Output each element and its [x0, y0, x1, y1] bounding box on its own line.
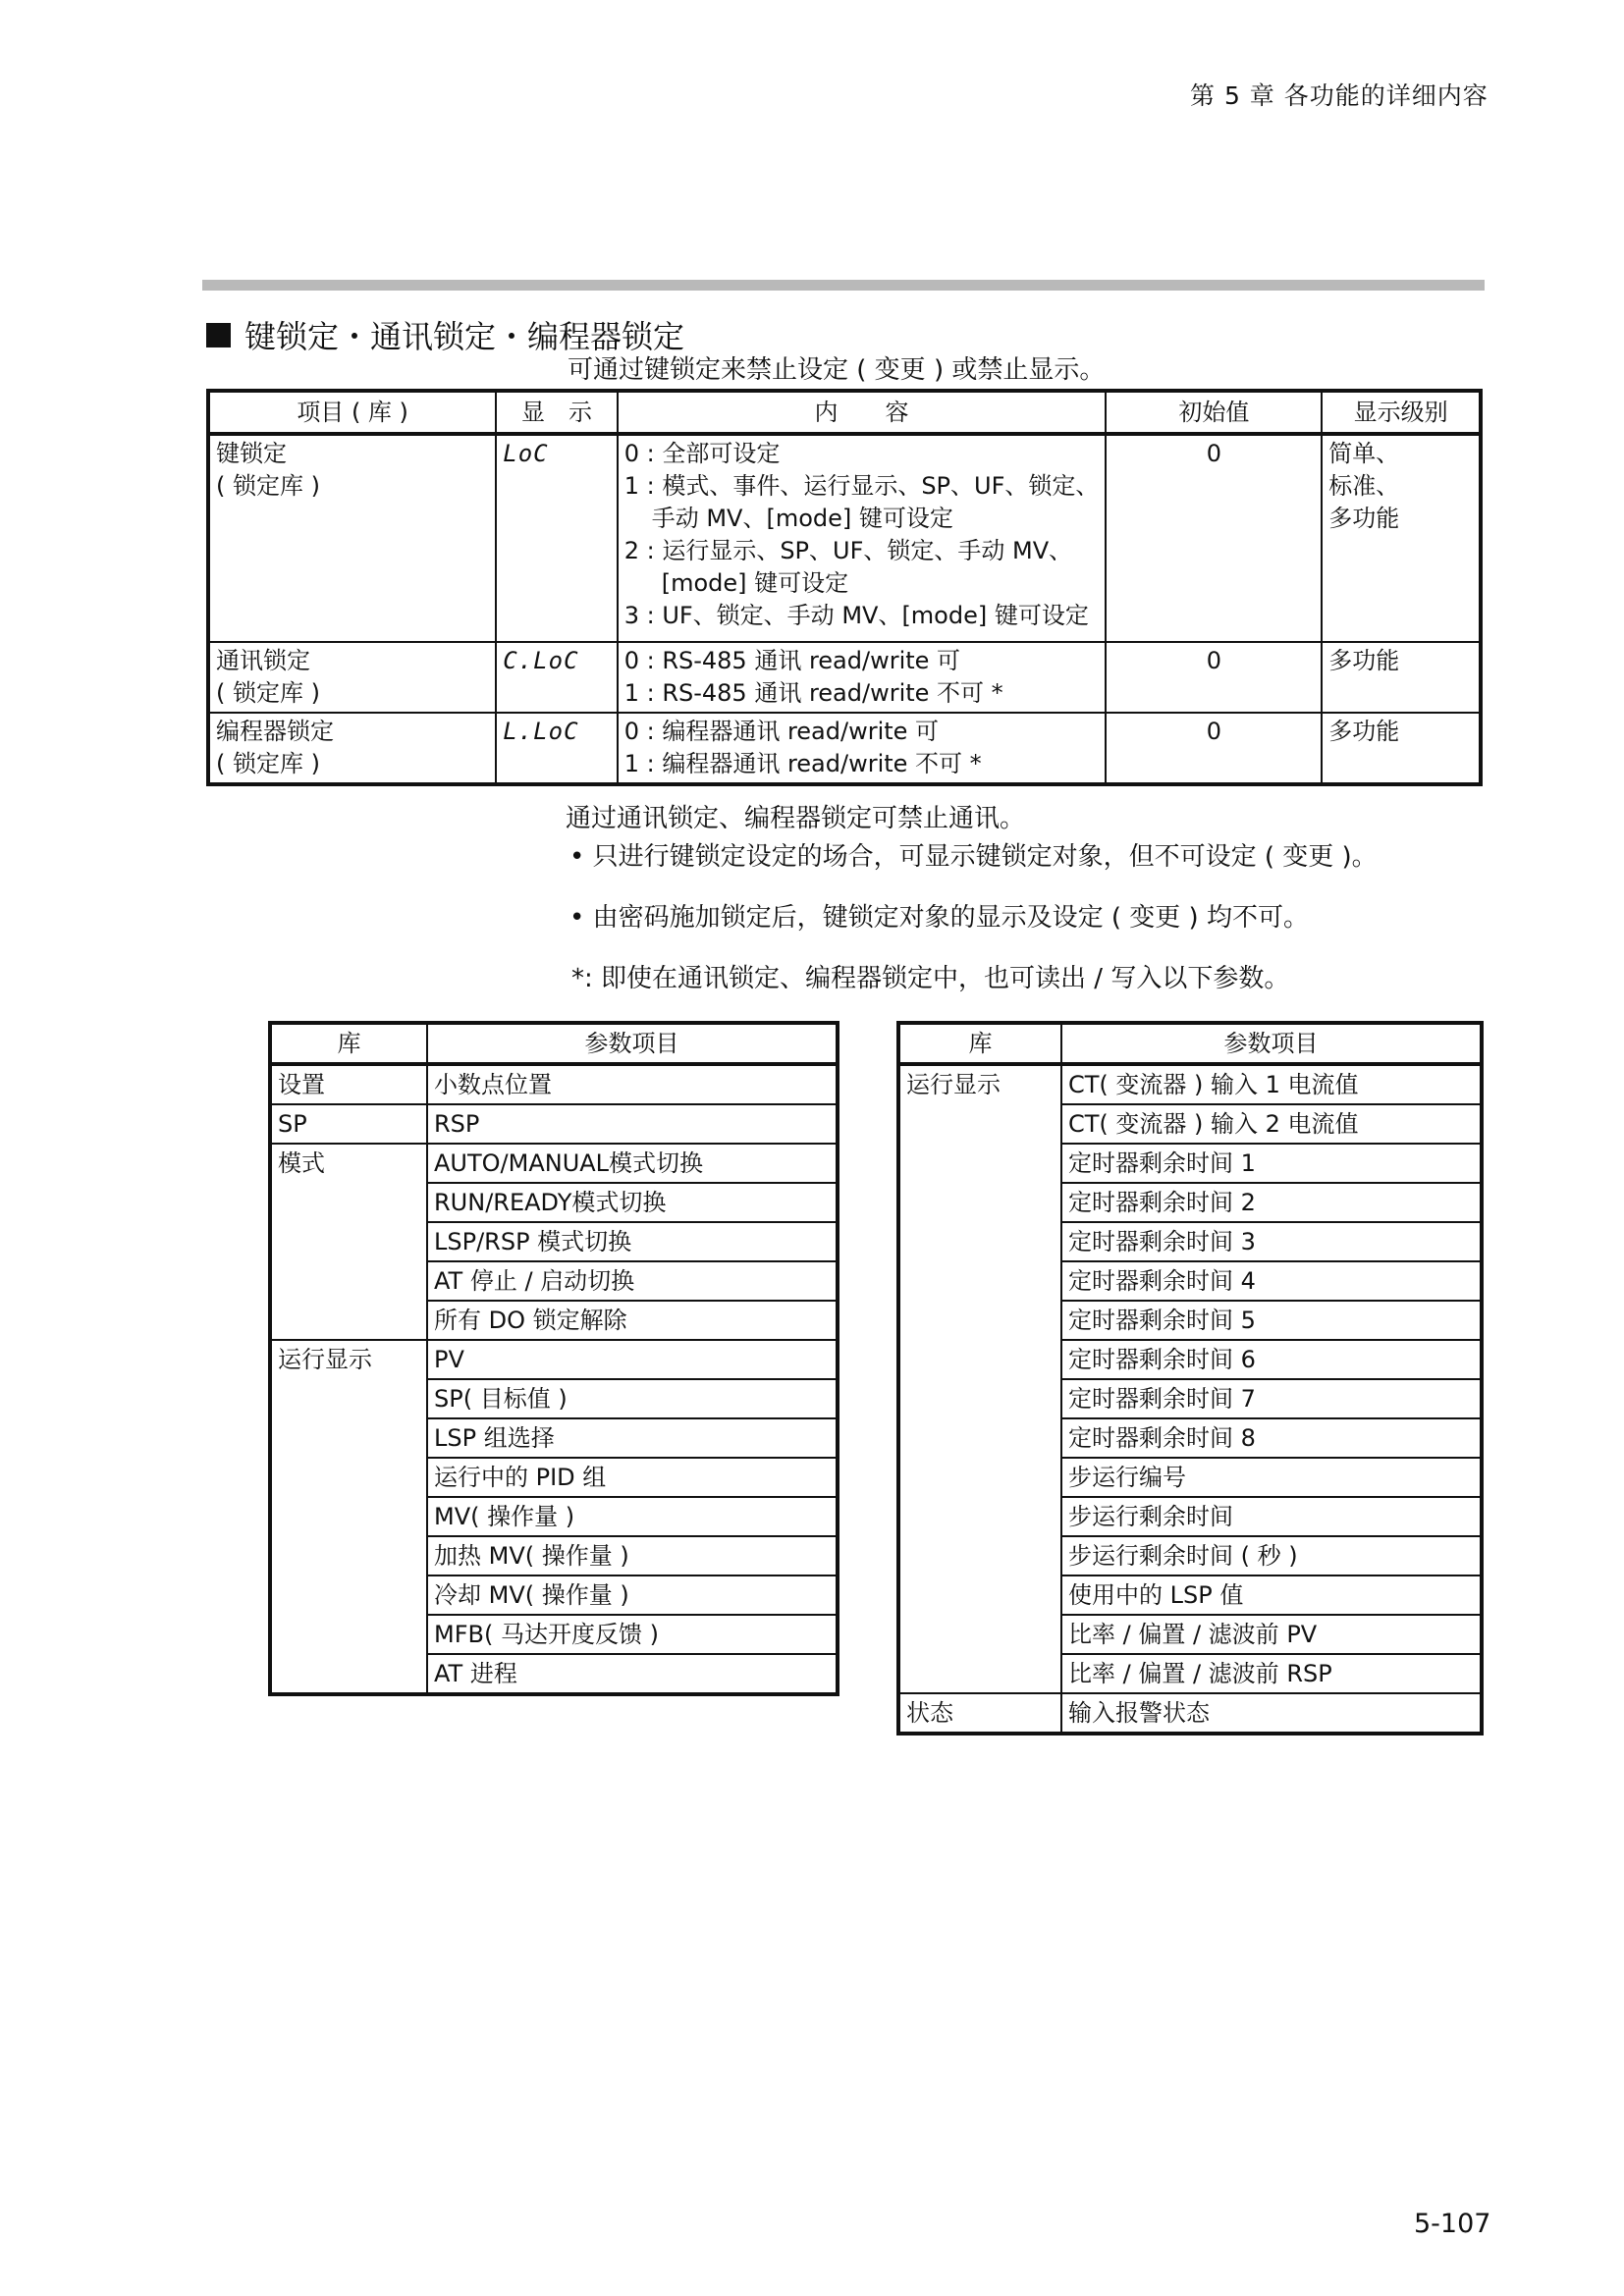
- table-header-row: [270, 1023, 838, 1064]
- initial-value: 0: [1106, 434, 1322, 642]
- param-cell: 步运行剩余时间: [1061, 1497, 1482, 1536]
- param-cell: CT( 变流器 ) 输入 1 电流值: [1061, 1064, 1482, 1104]
- param-cell: 定时器剩余时间 8: [1061, 1418, 1482, 1458]
- param-cell: 比率 / 偏置 / 滤波前 PV: [1061, 1615, 1482, 1654]
- lib-cell: 运行显示: [270, 1340, 427, 1694]
- item-lib: ( 锁定库 ): [216, 472, 320, 500]
- note-line: 通过通讯锁定、编程器锁定可禁止通讯。: [566, 804, 1026, 833]
- content-cell: [618, 434, 1107, 642]
- readable-params-table-left: [268, 1021, 839, 1696]
- content-line: 0 : RS-485 通讯 read/write 可: [623, 647, 961, 674]
- header-item: 项目 ( 库 ): [208, 391, 496, 434]
- table-row: [270, 1144, 838, 1183]
- lock-settings-table: [206, 389, 1483, 786]
- param-cell: AUTO/MANUAL模式切换: [427, 1144, 838, 1183]
- page-number: 5-107: [1414, 2209, 1491, 2239]
- content-cell: [618, 642, 1107, 713]
- param-cell: RSP: [427, 1104, 838, 1144]
- param-cell: 定时器剩余时间 1: [1061, 1144, 1482, 1183]
- level-line: 多功能: [1328, 647, 1400, 674]
- item-name: 编程器锁定: [216, 718, 334, 745]
- param-cell: 定时器剩余时间 7: [1061, 1379, 1482, 1418]
- param-cell: MV( 操作量 ): [427, 1497, 838, 1536]
- table-row: [898, 1693, 1482, 1734]
- param-cell: 输入报警状态: [1061, 1693, 1482, 1734]
- note-line: *: 即使在通讯锁定、编程器锁定中，也可读出 / 写入以下参数。: [571, 964, 1290, 993]
- segment-display-code: LoC: [496, 434, 617, 642]
- item-cell: [208, 713, 496, 784]
- content-line: 2 : 运行显示、SP、UF、锁定、手动 MV、: [623, 537, 1073, 564]
- param-cell: 定时器剩余时间 6: [1061, 1340, 1482, 1379]
- content-line: 1 : RS-485 通讯 read/write 不可 *: [623, 679, 1003, 707]
- item-name: 键锁定: [216, 440, 287, 467]
- param-cell: 小数点位置: [427, 1064, 838, 1104]
- table-header-row: [208, 391, 1481, 434]
- param-cell: 定时器剩余时间 4: [1061, 1261, 1482, 1301]
- level-cell: [1322, 713, 1481, 784]
- item-lib: ( 锁定库 ): [216, 750, 320, 777]
- table-row: [270, 1064, 838, 1104]
- param-cell: 运行中的 PID 组: [427, 1458, 838, 1497]
- header-initial: 初始值: [1106, 391, 1322, 434]
- table-row: [208, 434, 1481, 642]
- segment-display-code: C.LoC: [496, 642, 617, 713]
- initial-value: 0: [1106, 642, 1322, 713]
- section-divider: [202, 280, 1485, 291]
- param-cell: 步运行编号: [1061, 1458, 1482, 1497]
- param-cell: 冷却 MV( 操作量 ): [427, 1575, 838, 1615]
- content-line: 手动 MV、[mode] 键可设定: [651, 505, 953, 532]
- param-cell: MFB( 马达开度反馈 ): [427, 1615, 838, 1654]
- content-line: [mode] 键可设定: [661, 569, 849, 597]
- table-row: [270, 1104, 838, 1144]
- table-row: [208, 642, 1481, 713]
- param-cell: SP( 目标值 ): [427, 1379, 838, 1418]
- param-cell: LSP/RSP 模式切换: [427, 1222, 838, 1261]
- header-lib: 库: [898, 1023, 1061, 1064]
- content-line: 3 : UF、锁定、手动 MV、[mode] 键可设定: [623, 602, 1089, 629]
- param-cell: 比率 / 偏置 / 滤波前 RSP: [1061, 1654, 1482, 1693]
- lib-cell: 运行显示: [898, 1064, 1061, 1693]
- level-line: 多功能: [1328, 718, 1400, 745]
- content-line: 0 : 编程器通讯 read/write 可: [623, 718, 940, 745]
- param-cell: 定时器剩余时间 5: [1061, 1301, 1482, 1340]
- header-param: 参数项目: [427, 1023, 838, 1064]
- header-param: 参数项目: [1061, 1023, 1482, 1064]
- param-cell: PV: [427, 1340, 838, 1379]
- lib-cell: 状态: [898, 1693, 1061, 1734]
- level-cell: [1322, 642, 1481, 713]
- content-cell: [618, 713, 1107, 784]
- item-cell: [208, 642, 496, 713]
- content-line: 1 : 编程器通讯 read/write 不可 *: [623, 750, 982, 777]
- level-cell: [1322, 434, 1481, 642]
- section-intro: 可通过键锁定来禁止设定 ( 变更 ) 或禁止显示。: [568, 355, 1106, 385]
- table-row: [270, 1340, 838, 1379]
- param-cell: 所有 DO 锁定解除: [427, 1301, 838, 1340]
- table-row: [898, 1064, 1482, 1104]
- initial-value: 0: [1106, 713, 1322, 784]
- segment-display-code: L.LoC: [496, 713, 617, 784]
- param-cell: CT( 变流器 ) 输入 2 电流值: [1061, 1104, 1482, 1144]
- table-header-row: [898, 1023, 1482, 1064]
- level-line: 标准、: [1328, 472, 1400, 500]
- level-line: 多功能: [1328, 505, 1400, 532]
- content-line: 1 : 模式、事件、运行显示、SP、UF、锁定、: [623, 472, 1100, 500]
- param-cell: LSP 组选择: [427, 1418, 838, 1458]
- note-line: • 由密码施加锁定后，键锁定对象的显示及设定 ( 变更 ) 均不可。: [569, 903, 1309, 933]
- param-cell: AT 停止 / 启动切换: [427, 1261, 838, 1301]
- param-cell: 使用中的 LSP 值: [1061, 1575, 1482, 1615]
- level-line: 简单、: [1328, 440, 1400, 467]
- param-cell: RUN/READY模式切换: [427, 1183, 838, 1222]
- square-bullet-icon: [206, 323, 231, 347]
- item-lib: ( 锁定库 ): [216, 679, 320, 707]
- header-level: 显示级别: [1322, 391, 1481, 434]
- lib-cell: 设置: [270, 1064, 427, 1104]
- param-cell: 加热 MV( 操作量 ): [427, 1536, 838, 1575]
- item-name: 通讯锁定: [216, 647, 310, 674]
- header-display: 显 示: [496, 391, 617, 434]
- item-cell: [208, 434, 496, 642]
- param-cell: 定时器剩余时间 2: [1061, 1183, 1482, 1222]
- header-content: 内 容: [618, 391, 1107, 434]
- param-cell: 定时器剩余时间 3: [1061, 1222, 1482, 1261]
- lib-cell: 模式: [270, 1144, 427, 1340]
- param-cell: 步运行剩余时间 ( 秒 ): [1061, 1536, 1482, 1575]
- note-line: • 只进行键锁定设定的场合，可显示键锁定对象，但不可设定 ( 变更 )。: [569, 842, 1378, 872]
- chapter-header: 第 5 章 各功能的详细内容: [1190, 81, 1489, 110]
- table-row: [208, 713, 1481, 784]
- header-lib: 库: [270, 1023, 427, 1064]
- content-line: 0 : 全部可设定: [623, 440, 781, 467]
- lib-cell: SP: [270, 1104, 427, 1144]
- readable-params-table-right: [896, 1021, 1484, 1735]
- param-cell: AT 进程: [427, 1654, 838, 1694]
- section-title: 键锁定・通讯锁定・编程器锁定: [244, 318, 685, 355]
